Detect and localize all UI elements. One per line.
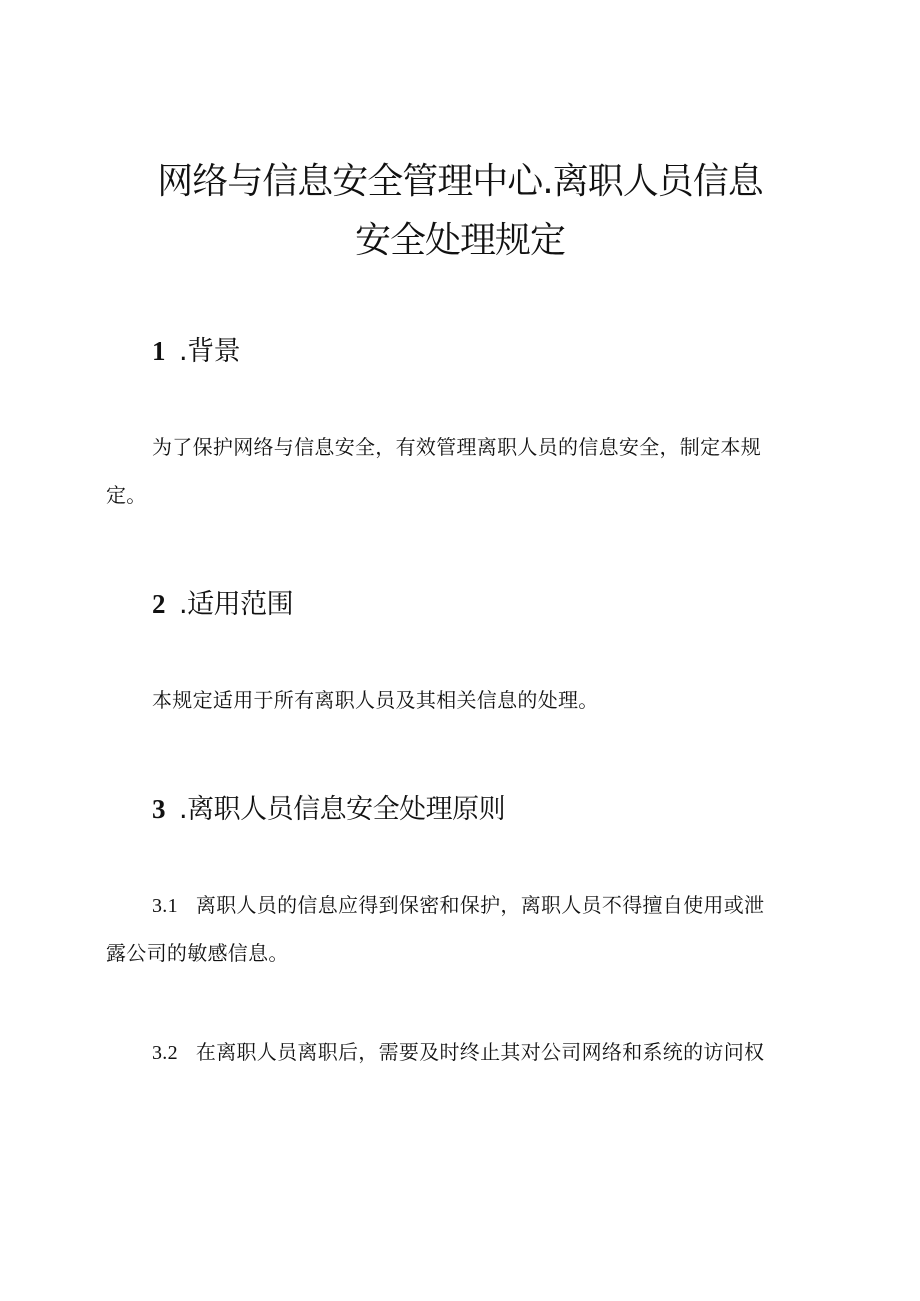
clause-number: 3.2 <box>152 1042 178 1064</box>
section-heading-text: .适用范围 <box>179 589 294 620</box>
clause-3-1-line-2: 露公司的敏感信息。 <box>106 941 289 965</box>
paragraph-background-line-2: 定。 <box>106 483 147 507</box>
clause-3-1-line-1 <box>152 893 764 918</box>
section-heading-text: .背景 <box>179 336 241 367</box>
section-heading-principles <box>152 793 505 826</box>
document-title-line-1: 网络与信息安全管理中心.离职人员信息 <box>157 161 763 202</box>
section-heading-text: .离职人员信息安全处理原则 <box>179 794 506 825</box>
section-heading-scope <box>152 588 293 621</box>
section-heading-background <box>152 335 240 368</box>
document-title-line-2: 安全处理规定 <box>354 220 565 261</box>
section-number: 1 <box>152 336 165 366</box>
clause-text: 离职人员的信息应得到保密和保护，离职人员不得擅自使用或泄 <box>195 893 765 917</box>
clause-number: 3.1 <box>152 895 178 917</box>
clause-3-2-line-1 <box>152 1040 764 1065</box>
paragraph-scope: 本规定适用于所有离职人员及其相关信息的处理。 <box>152 688 599 712</box>
paragraph-background-line-1: 为了保护网络与信息安全，有效管理离职人员的信息安全，制定本规 <box>152 435 761 459</box>
section-number: 3 <box>152 794 165 824</box>
clause-text: 在离职人员离职后，需要及时终止其对公司网络和系统的访问权 <box>195 1040 765 1064</box>
section-number: 2 <box>152 589 165 619</box>
